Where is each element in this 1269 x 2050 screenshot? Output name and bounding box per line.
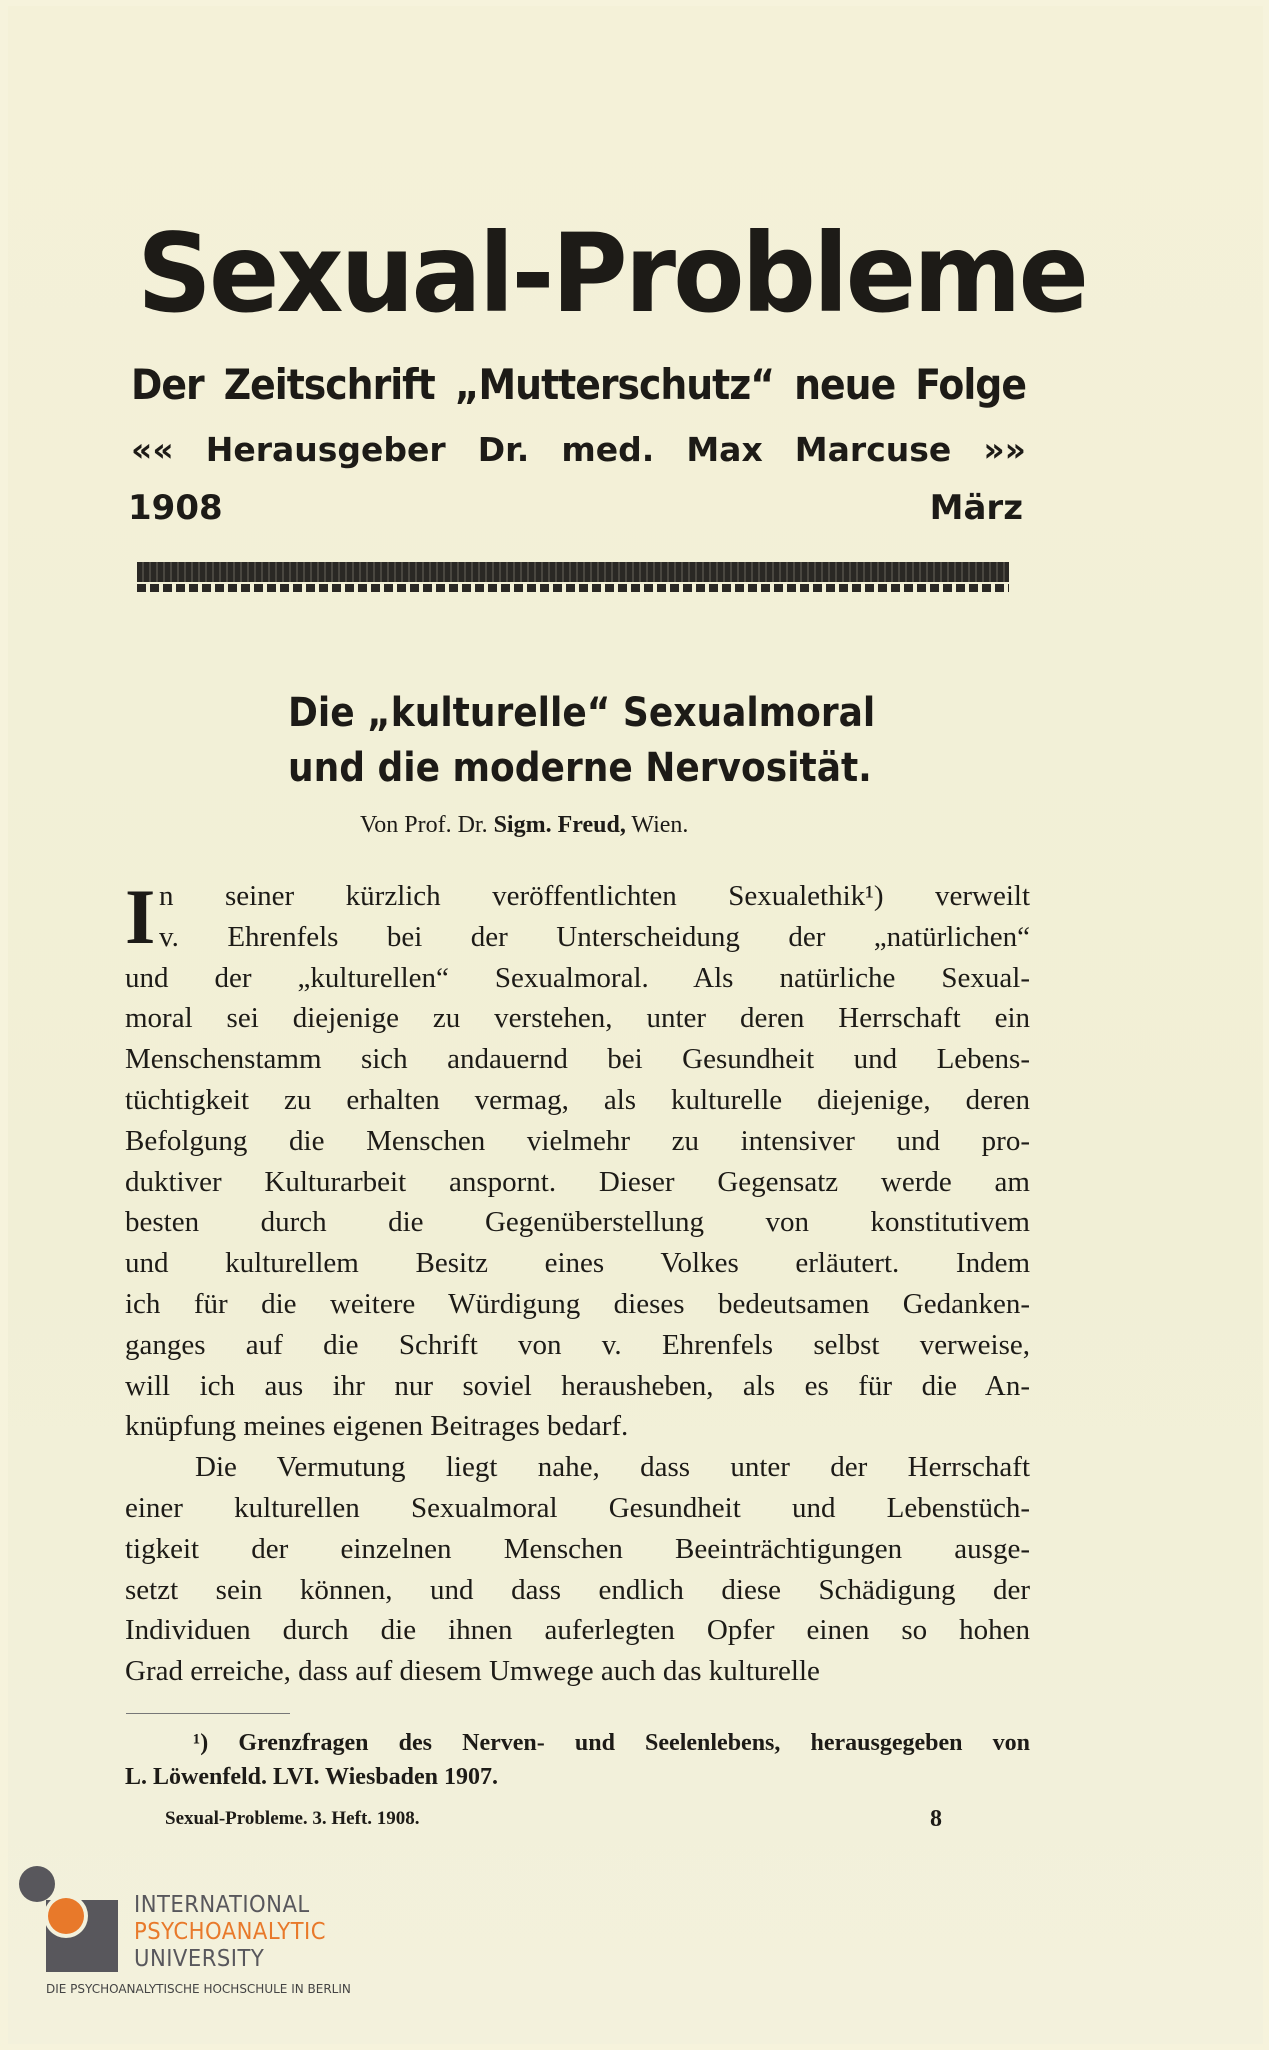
body-line: setzt sein können, und dass endlich diese Schädigung der — [125, 1573, 1030, 1606]
body-line: Grad erreiche, dass auf diesem Umwege auch das kulturelle — [125, 1655, 820, 1688]
body-line: knüpfung meines eigenen Beitrages bedarf. — [125, 1410, 629, 1443]
drop-cap: I — [125, 873, 156, 960]
article-title-line-1: Die „kulturelle“ Sexualmoral — [288, 690, 876, 736]
body-line: Individuen durch die ihnen auferlegten Opfer einen so hohen — [125, 1614, 1030, 1647]
issue-month: März — [929, 488, 1023, 528]
logo-line-international: INTERNATIONAL — [134, 1892, 310, 1918]
body-line: moral sei diejenige zu verstehen, unter deren Herrschaft ein — [125, 1002, 1030, 1035]
article-body — [125, 873, 1030, 1692]
body-line: und der „kulturellen“ Sexualmoral. Als natürliche Sexual- — [125, 961, 1030, 994]
footnote-line-1: ¹) Grenzfragen des Nerven- und Seelenlebens, herausgegeben von — [193, 1730, 1030, 1756]
byline-prefix: Von Prof. Dr. — [360, 812, 488, 838]
journal-title: Sexual-Probleme — [137, 208, 1087, 338]
article-title-line-2: und die moderne Nervosität. — [288, 745, 872, 791]
body-line: v. Ehrenfels bei der Unterscheidung der „natürlichen“ — [159, 920, 1030, 953]
ipu-logo-mark — [18, 1866, 128, 1976]
logo-line-university: UNIVERSITY — [134, 1946, 265, 1972]
footnote-rule — [126, 1713, 290, 1714]
footnote-line-2: L. Löwenfeld. LVI. Wiesbaden 1907. — [125, 1764, 498, 1790]
body-line: besten durch die Gegenüberstellung von konstitutivem — [125, 1206, 1030, 1239]
body-line: Befolgung die Menschen vielmehr zu intensiver und pro- — [125, 1124, 1030, 1157]
body-line: Die Vermutung liegt nahe, dass unter der Herrschaft — [195, 1451, 1030, 1484]
ornamental-rule — [137, 562, 1009, 582]
ornamental-rule-dots — [137, 584, 1009, 592]
body-line: duktiver Kulturarbeit anspornt. Dieser Gegensatz werde am — [125, 1165, 1030, 1198]
body-line: n seiner kürzlich veröffentlichten Sexualethik¹) verweilt — [159, 880, 1030, 912]
byline-author: Sigm. Freud, — [493, 812, 626, 838]
body-line: ich für die weitere Würdigung dieses bedeutsamen Gedanken- — [125, 1287, 1030, 1320]
byline — [360, 812, 688, 839]
issue-year: 1908 — [128, 488, 223, 528]
body-line: ganges auf die Schrift von v. Ehrenfels selbst verweise, — [125, 1328, 1030, 1361]
logo-tagline: DIE PSYCHOANALYTISCHE HOCHSCHULE IN BERLIN — [46, 1982, 351, 1996]
body-line: einer kulturellen Sexualmoral Gesundheit und Lebenstüch- — [125, 1491, 1030, 1524]
sheet-number: 8 — [930, 1806, 942, 1832]
body-line: will ich aus ihr nur soviel herausheben, als es für die An- — [125, 1369, 1030, 1402]
editor-line: «« Herausgeber Dr. med. Max Marcuse »» — [131, 430, 1026, 469]
body-line: Menschenstamm sich andauernd bei Gesundheit und Lebens- — [125, 1043, 1030, 1076]
logo-line-psychoanalytic: PSYCHOANALYTIC — [134, 1919, 327, 1945]
byline-place: Wien. — [631, 812, 689, 838]
body-line: tüchtigkeit zu erhalten vermag, als kulturelle diejenige, deren — [125, 1083, 1030, 1116]
sheet-signature: Sexual-Probleme. 3. Heft. 1908. — [165, 1808, 420, 1829]
body-line: tigkeit der einzelnen Menschen Beeinträchtigungen ausge- — [125, 1532, 1030, 1565]
journal-subtitle: Der Zeitschrift „Mutterschutz“ neue Folge — [131, 360, 1026, 409]
body-line: und kulturellem Besitz eines Volkes erläutert. Indem — [125, 1247, 1030, 1280]
